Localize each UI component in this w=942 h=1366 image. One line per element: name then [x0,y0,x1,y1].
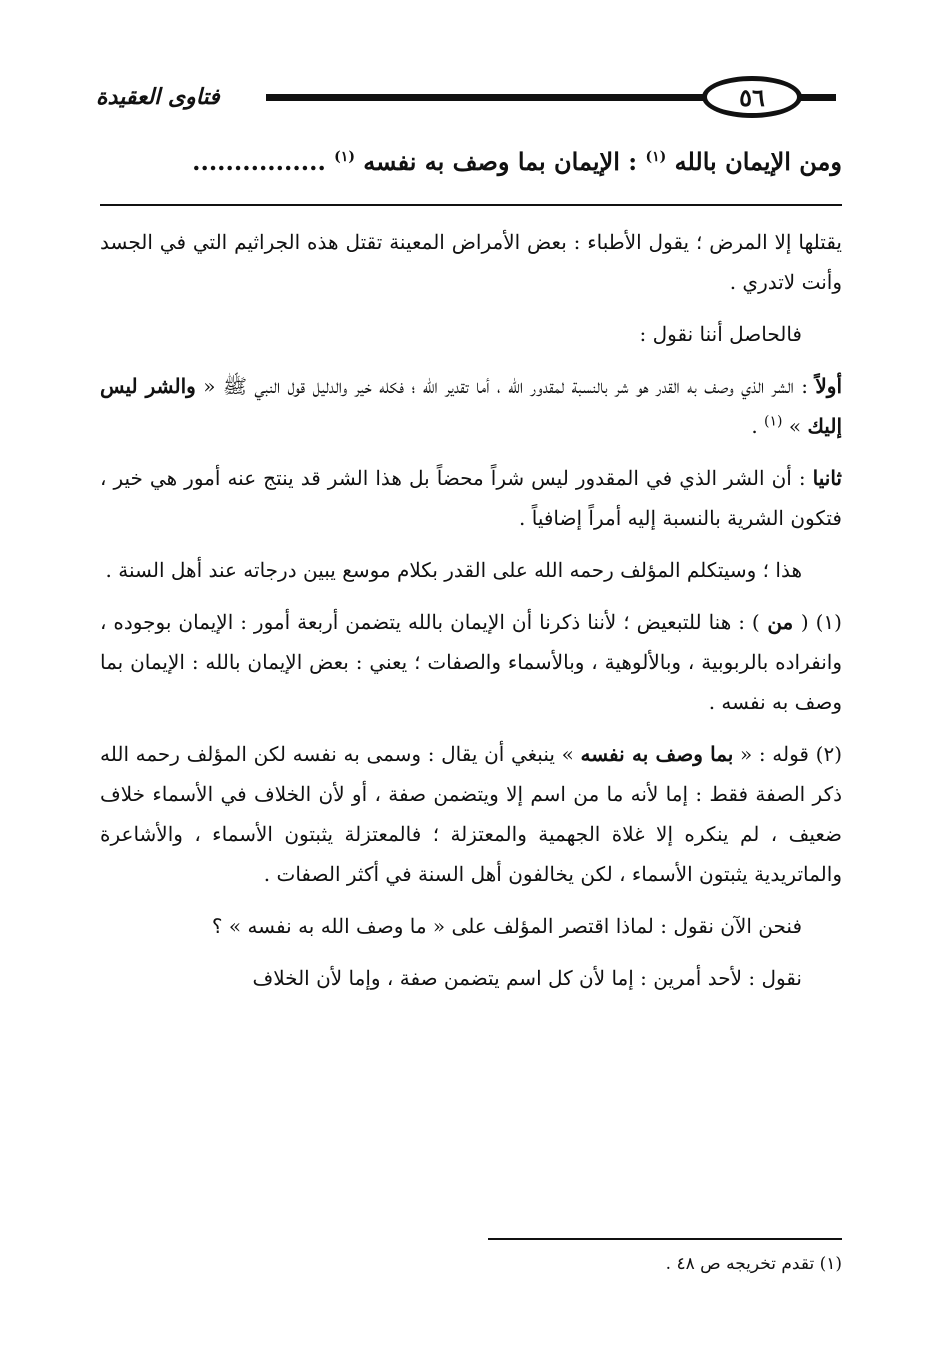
paragraph-7-lead: (٢) قوله : « [733,742,842,766]
page-number: ٥٦ [739,82,765,112]
heading-part2: : الإيمان بما وصف به نفسه [363,147,638,176]
footnote-rule [488,1238,842,1240]
paragraph-3-quote: والشر ليس إليك [100,374,842,438]
header-rule-right [806,94,836,101]
paragraph-1: يقتلها إلا المرض ؛ يقول الأطباء : بعض الأمراض المعينة تقتل هذه الجراثيم التي في الجسد وأنت لاتدري . [100,230,842,294]
paragraph-3-close: » [788,414,808,438]
paragraph-8: فنحن الآن نقول : لماذا اقتصر المؤلف على « ما وصف الله به نفسه » ؟ [211,914,802,938]
paragraph-5: هذا ؛ وسيتكلم المؤلف رحمه الله على القدر بكلام موسع يبين درجاته عند أهل السنة . [105,558,802,582]
heading-part1: ومن الإيمان بالله [674,147,842,176]
paragraph-7-text: » ينبغي أن يقال : وسمى به نفسه لكن المؤلف رحمه الله ذكر الصفة فقط : إما لأنه ما من اسم إلا ويتضمن صفة ، أو لأن الخلاف في الأسماء خلاف ضعيف ، لم ينكره إلا غلاة الجهمية والمعتزلة ؛ فالمعتزلة يثبتون الأسماء ، والأشاعرة والماتريدية يثبتون الأسماء ، لكن يخالفون أهل السنة في أكثر الصفات . [100,742,842,886]
paragraph-3-ref: (١) [764,413,783,430]
paragraph-3-lead: أولاً [815,374,843,398]
paragraph-6-bold: من [759,610,801,634]
paragraph-3 [100,366,842,446]
running-header [96,72,836,128]
paragraph-4-lead: ثانيا [812,466,842,490]
paragraph-9: نقول : لأحد أمرين : إما لأن كل اسم يتضمن صفة ، وإما لأن الخلاف [252,966,802,990]
paragraph-4-text: : أن الشر الذي في المقدور ليس شراً محضاً بل هذا الشر قد ينتج عنه أمور هي خير ، فتكون الشرية بالنسبة إليه أمراً إضافياً . [100,466,842,530]
heading-ref1: (١) [645,149,667,165]
paragraph-4 [100,458,842,538]
page-number-oval [702,76,802,118]
heading-dots: ................ [192,147,326,176]
heading-rule [100,204,842,206]
footnote: (١) تقدم تخريجه ص ٤٨ . [665,1254,842,1274]
paragraph-7-bold: بما وصف به نفسه [580,742,734,766]
paragraph-7 [100,734,842,894]
paragraph-6 [100,602,842,722]
body-text [100,222,842,1010]
heading-ref2: (١) [334,149,355,165]
paragraph-2: فالحاصل أننا نقول : [639,322,802,346]
book-title: فتاوى العقيدة [96,84,220,110]
paragraph-3-text: : الشر الذي وصف به القدر هو شر بالنسبة لمقدور الله ، أما تقدير الله ؛ فكله خير والدليل قول النبي ﷺ « [195,374,808,398]
paragraph-3-end: . [751,414,765,438]
section-heading [100,132,842,192]
paragraph-6-lead: (١) ( [800,610,842,634]
paragraph-6-text: ) : هنا للتبعيض ؛ لأننا ذكرنا أن الإيمان بالله يتضمن أربعة أمور : الإيمان بوجوده ، وانفراده بالربوبية ، وبالألوهية ، وبالأسماء والصفات ؛ يعني : بعض الإيمان بالله : الإيمان بما وصف به نفسه . [100,610,842,714]
